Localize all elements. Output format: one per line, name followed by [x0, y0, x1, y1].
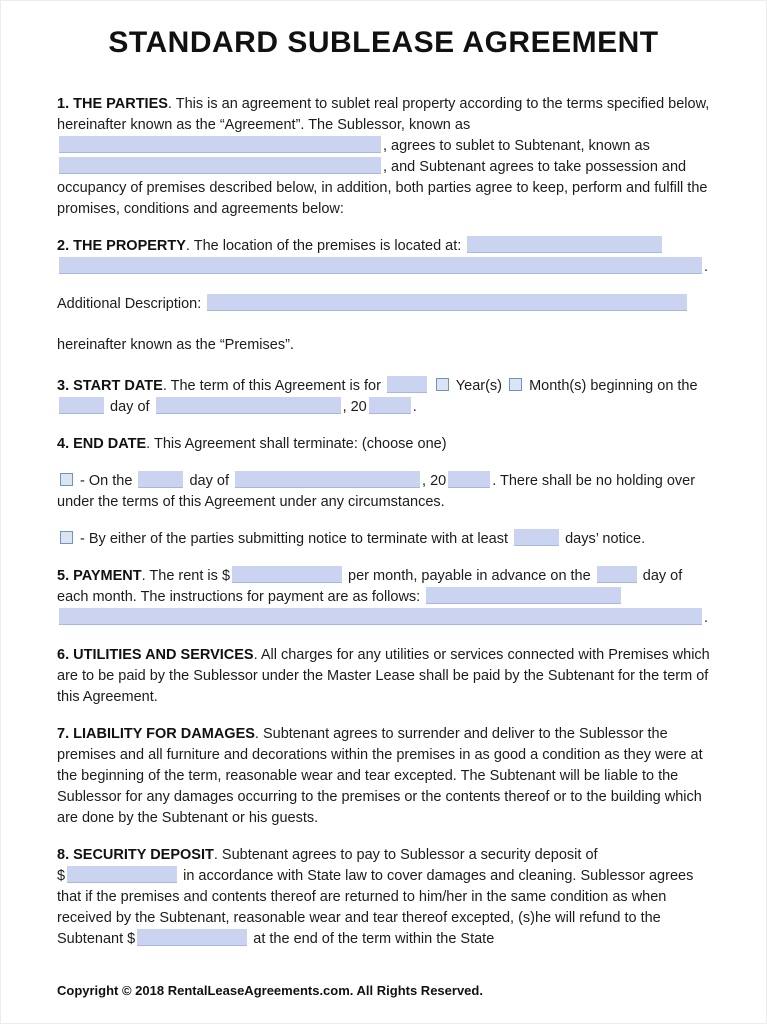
- payment-instructions-field-line2[interactable]: [59, 608, 702, 625]
- payment-label: 5. PAYMENT: [57, 568, 142, 584]
- end-date-option-1: [57, 471, 710, 513]
- property-text-2: .: [704, 259, 709, 275]
- end-date-text-1: . This Agreement shall terminate: (choose one): [146, 436, 447, 452]
- property-text-1: . The location of the premises is located at:: [185, 238, 462, 254]
- additional-description-row: [57, 294, 710, 315]
- start-date-text-3: day of: [110, 399, 150, 415]
- security-text-3: at the end of the term within the State: [253, 931, 495, 947]
- additional-description-field[interactable]: [207, 294, 687, 311]
- section-property: [57, 236, 710, 278]
- payment-text-1: . The rent is: [141, 568, 218, 584]
- rent-due-day-field[interactable]: [597, 566, 637, 583]
- end-day-field[interactable]: [138, 471, 183, 488]
- start-date-text-1: . The term of this Agreement is for: [162, 378, 381, 394]
- notice-days-field[interactable]: [514, 529, 559, 546]
- end-option2-text-1: - By either of the parties submitting notice to terminate with at least: [80, 531, 508, 547]
- security-deposit-label: 8. SECURITY DEPOSIT: [57, 847, 214, 863]
- utilities-label: 6. UTILITIES AND SERVICES: [57, 647, 254, 663]
- liability-text-1: . Subtenant agrees to surrender and deliver to the Sublessor the premises and all furniture and decorations within the premises in as good a condition as they were at the beginning of the term, reasonable wear and tear excepted. The Subtenant will be liable to the Sublessor for any damages occurring to the premises or the contents thereof or to the building which are done by the Subtenant or his guests.: [57, 726, 703, 826]
- property-label: 2. THE PROPERTY: [57, 238, 186, 254]
- section-start-date: [57, 376, 710, 418]
- copyright-footer: Copyright © 2018 RentalLeaseAgreements.com. All Rights Reserved.: [57, 983, 483, 998]
- section-parties: [57, 94, 710, 220]
- security-deposit-field[interactable]: [67, 866, 177, 883]
- month-checkbox[interactable]: [509, 378, 522, 391]
- end-option2-text-2: days’ notice.: [565, 531, 646, 547]
- sublessor-name-field[interactable]: [59, 136, 381, 153]
- premises-known-as-text: hereinafter known as the “Premises”.: [57, 337, 294, 353]
- premises-address-field-line1[interactable]: [467, 236, 662, 253]
- payment-text-3: day of each month. The instructions for payment are as follows:: [57, 568, 683, 605]
- security-text-1: . Subtenant agrees to pay to Sublessor a security deposit of: [213, 847, 598, 863]
- parties-label: 1. THE PARTIES: [57, 96, 168, 112]
- refund-amount-field[interactable]: [137, 929, 247, 946]
- section-security-deposit: [57, 845, 710, 950]
- end-date-option-2: [57, 529, 710, 550]
- month-option-label: Month(s): [529, 378, 587, 394]
- term-length-field[interactable]: [387, 376, 427, 393]
- start-year-field[interactable]: [369, 397, 411, 414]
- end-month-field[interactable]: [235, 471, 420, 488]
- start-date-label: 3. START DATE: [57, 378, 163, 394]
- end-date-label: 4. END DATE: [57, 436, 147, 452]
- start-month-field[interactable]: [156, 397, 341, 414]
- end-year-field[interactable]: [448, 471, 490, 488]
- liability-label: 7. LIABILITY FOR DAMAGES: [57, 726, 255, 742]
- notice-checkbox[interactable]: [60, 531, 73, 544]
- section-end-date: [57, 434, 710, 455]
- dollar-sign: $: [127, 931, 136, 947]
- year-option-label: Year(s): [455, 378, 503, 394]
- section-utilities: [57, 645, 710, 708]
- dollar-sign: $: [57, 868, 66, 884]
- premises-address-field-line2[interactable]: [59, 257, 702, 274]
- dollar-sign: $: [221, 568, 231, 584]
- start-date-text-5: .: [412, 399, 417, 415]
- parties-text-3: , and Subtenant agrees to take possession and occupancy of premises described below, in addition, both parties agree to keep, perform and fulfill the promises, conditions and agreements below:: [57, 159, 708, 217]
- end-option1-text-2: day of: [189, 473, 229, 489]
- end-option1-text-3: , 20: [422, 473, 447, 489]
- payment-instructions-field-line1[interactable]: [426, 587, 621, 604]
- rent-amount-field[interactable]: [232, 566, 342, 583]
- payment-text-4: .: [704, 610, 709, 626]
- payment-text-2: per month, payable in advance on the: [348, 568, 591, 584]
- subtenant-name-field[interactable]: [59, 157, 381, 174]
- parties-text-2: , agrees to sublet to Subtenant, known as: [383, 138, 650, 154]
- year-checkbox[interactable]: [436, 378, 449, 391]
- start-date-text-4: , 20: [342, 399, 367, 415]
- page-title: STANDARD SUBLEASE AGREEMENT: [108, 26, 659, 59]
- end-option1-text-1: - On the: [80, 473, 133, 489]
- start-day-field[interactable]: [59, 397, 104, 414]
- end-option1-text-4: . There shall be no holding over under the terms of this Agreement under any circumstances.: [57, 473, 696, 510]
- start-date-text-2: beginning on the: [590, 378, 698, 394]
- section-liability: [57, 724, 710, 829]
- additional-description-label: Additional Description:: [57, 296, 202, 312]
- end-date-checkbox[interactable]: [60, 473, 73, 486]
- utilities-text-1: . All charges for any utilities or services connected with Premises which are to be paid by the Sublessor under the Master Lease shall be paid by the Subtenant for the term of this Agreement.: [57, 647, 710, 705]
- security-text-2: in accordance with State law to cover damages and cleaning. Sublessor agrees that if the premises and contents thereof are returned to him/her in the same condition as when received by the Subtenant, reasonable wear and tear thereof excepted, (s)he will refund to the Subtenant: [57, 868, 694, 947]
- section-payment: [57, 566, 710, 629]
- parties-text-1: . This is an agreement to sublet real property according to the terms specified below, hereinafter known as the “Agreement”. The Sublessor, known as: [57, 96, 710, 133]
